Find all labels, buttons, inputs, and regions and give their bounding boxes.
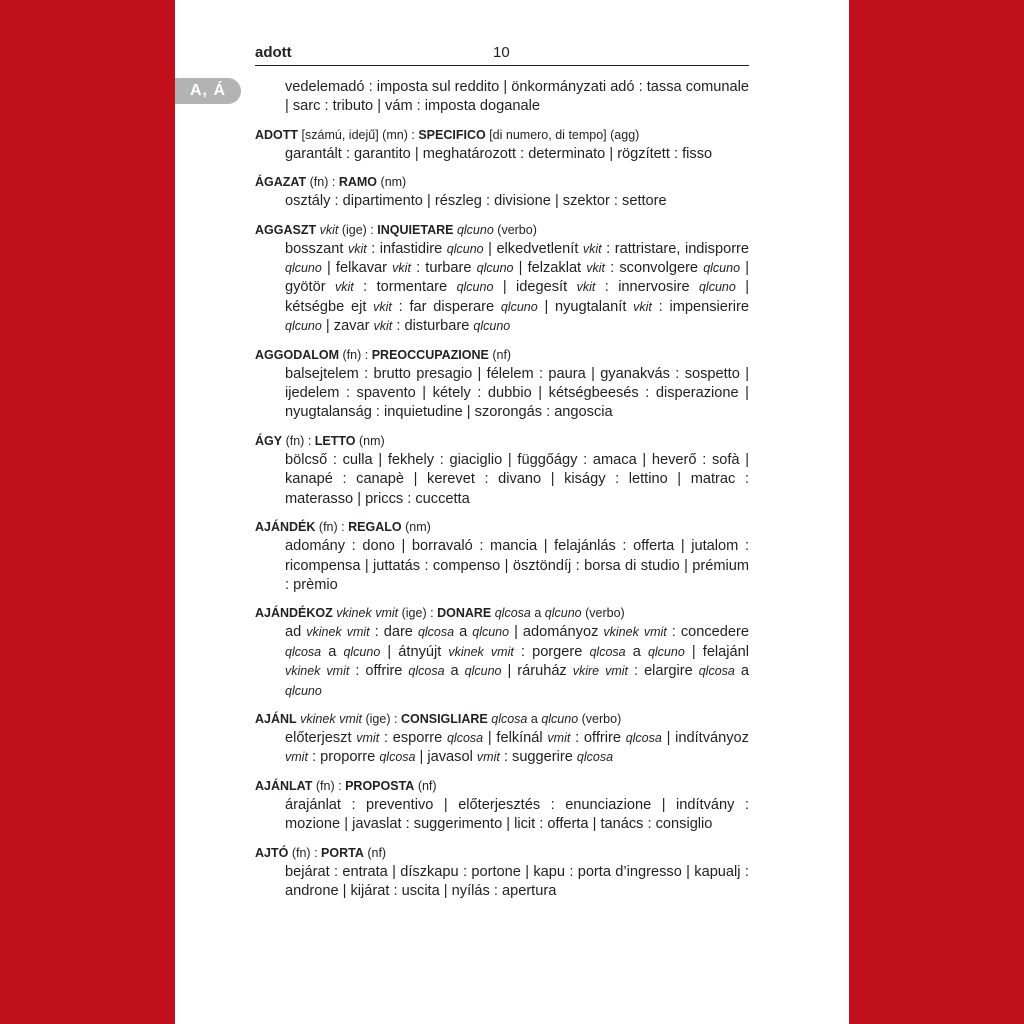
entry-head	[255, 604, 749, 623]
dictionary-entry	[255, 221, 749, 337]
entry-grammar: vkinek vmit (ige) :	[336, 606, 434, 621]
entry-translation: LETTO	[314, 433, 356, 448]
entry-translation: PORTA	[321, 845, 364, 860]
entry-synonyms: árajánlat : preventivo | előterjesztés : enunciazione | indítvány : mozione | javaslat : suggerimento | licit : offerta | tanács : consiglio	[285, 796, 749, 833]
entry-grammar: (fn) :	[285, 433, 312, 448]
entry-translation: INQUIETARE	[377, 222, 454, 237]
entry-headword: AJÁNDÉK	[255, 520, 316, 535]
entry-translation-grammar: (nf)	[492, 347, 512, 362]
entry-headword: AJÁNLAT	[255, 778, 313, 793]
entry-translation-grammar: [di numero, di tempo] (agg)	[489, 127, 640, 142]
entry-translation-grammar: (nf)	[417, 778, 437, 793]
entry-translation-grammar: qlcosa a qlcuno (verbo)	[494, 606, 625, 621]
entry-grammar: (fn) :	[315, 778, 342, 793]
dictionary-entry	[255, 604, 749, 701]
running-header	[255, 42, 749, 66]
dictionary-entry	[255, 844, 749, 902]
entry-head	[255, 432, 749, 451]
entry-headword: ÁGY	[255, 433, 283, 448]
entry-head	[255, 346, 749, 365]
entry-headword: AGGODALOM	[255, 347, 340, 362]
page-number: 10	[493, 44, 510, 61]
entry-head	[255, 710, 749, 729]
entry-head	[255, 173, 749, 192]
entry-head	[255, 518, 749, 537]
entry-grammar: [számú, idejű] (mn) :	[301, 127, 415, 142]
guide-word: adott	[255, 44, 292, 61]
entry-translation: DONARE	[437, 606, 492, 621]
entry-head	[255, 844, 749, 863]
entry-synonyms: ad vkinek vmit : dare qlcosa a qlcuno | adományoz vkinek vmit : concedere qlcosa a qlcuno | átnyújt vkinek vmit : porgere qlcosa a qlcuno | felajánl vkinek vmit : offrire qlcosa a qlcuno | ráruház vkire vmit : elargire qlcosa a qlcuno	[285, 624, 750, 698]
dictionary-entry	[255, 518, 749, 595]
entry-grammar: (fn) :	[342, 347, 369, 362]
dictionary-entry	[255, 710, 749, 768]
entry-grammar: vkinek vmit (ige) :	[300, 711, 398, 726]
entry-headword: AJÁNDÉKOZ	[255, 606, 333, 621]
entry-translation: RAMO	[338, 175, 378, 190]
dictionary-entry	[255, 777, 749, 835]
dictionary-entry	[255, 126, 749, 164]
entry-translation-grammar: (nm)	[380, 175, 407, 190]
entry-translation: PREOCCUPAZIONE	[371, 347, 489, 362]
entry-synonyms: garantált : garantito | meghatározott : determinato | rögzített : fisso	[285, 145, 713, 162]
entry-grammar: (fn) :	[318, 520, 345, 535]
entry-headword: ÁGAZAT	[255, 175, 307, 190]
entry-translation-grammar: (nm)	[359, 433, 385, 448]
dictionary-entry	[255, 346, 749, 423]
entry-synonyms: adomány : dono | borravaló : mancia | felajánlás : offerta | jutalom : ricompensa | juttatás : compenso | ösztöndíj : borsa di studio | prémium : prèmio	[285, 538, 750, 593]
entry-head	[255, 221, 749, 240]
entry-grammar: vkit (ige) :	[319, 222, 374, 237]
entry-translation-grammar: (nf)	[367, 845, 387, 860]
entry-translation-grammar: qlcuno (verbo)	[456, 222, 537, 237]
section-tab: A, Á	[175, 78, 241, 104]
entry-list	[255, 126, 749, 902]
entry-translation: CONSIGLIARE	[400, 711, 488, 726]
entry-synonyms: bosszant vkit : infastidire qlcuno | elkedvetlenít vkit : rattristare, indisporre qlcuno | felkavar vkit : turbare qlcuno | felzaklat vkit : sconvolgere qlcuno | gyötör vkit : tormentare qlcuno | idegesít vkit : innervosire qlcuno | kétségbe ejt vkit : far disperare qlcuno | nyugtalanít vkit : impensierire qlcuno | zavar vkit : disturbare qlcuno	[285, 240, 750, 335]
entry-translation-grammar: (nm)	[405, 520, 431, 535]
entry-synonyms: balsejtelem : brutto presagio | félelem : paura | gyanakvás : sospetto | ijedelem : spavento | kétely : dubbio | kétségbeesés : disperazione | nyugtalanság : inquietudine | szorongás : angoscia	[285, 365, 749, 421]
dictionary-entry	[255, 173, 749, 211]
entry-grammar: (fn) :	[291, 845, 318, 860]
entry-synonyms: bölcső : culla | fekhely : giaciglio | függőágy : amaca | heverő : sofà | kanapé : canapè | kerevet : divano | kiságy : lettino | matrac : materasso | priccs : cuccetta	[285, 451, 750, 507]
entries-column	[255, 78, 749, 910]
entry-head	[255, 777, 749, 796]
entry-headword: ADOTT	[255, 127, 299, 142]
entry-translation: SPECIFICO	[418, 127, 486, 142]
entry-translation: REGALO	[348, 520, 402, 535]
entry-headword: AJÁNL	[255, 711, 297, 726]
entry-headword: AJTÓ	[255, 845, 289, 860]
entry-synonyms: bejárat : entrata | díszkapu : portone | kapu : porta d’ingresso | kapualj : androne | kijárat : uscita | nyílás : apertura	[285, 863, 749, 899]
continuation-text: vedelemadó : imposta sul reddito | önkormányzati adó : tassa comunale | sarc : tributo | vám : imposta doganale	[285, 79, 749, 115]
entry-translation: PROPOSTA	[345, 778, 415, 793]
entry-translation-grammar: qlcosa a qlcuno (verbo)	[491, 711, 622, 726]
entry-headword: AGGASZT	[255, 222, 317, 237]
entry-head	[255, 126, 749, 145]
dictionary-entry	[255, 432, 749, 509]
entry-synonyms: osztály : dipartimento | részleg : divisione | szektor : settore	[285, 193, 667, 210]
entry-synonyms: előterjeszt vmit : esporre qlcosa | felkínál vmit : offrire qlcosa | indítványoz vmit : proporre qlcosa | javasol vmit : suggerire qlcosa	[285, 729, 749, 766]
entry-grammar: (fn) :	[309, 175, 336, 190]
